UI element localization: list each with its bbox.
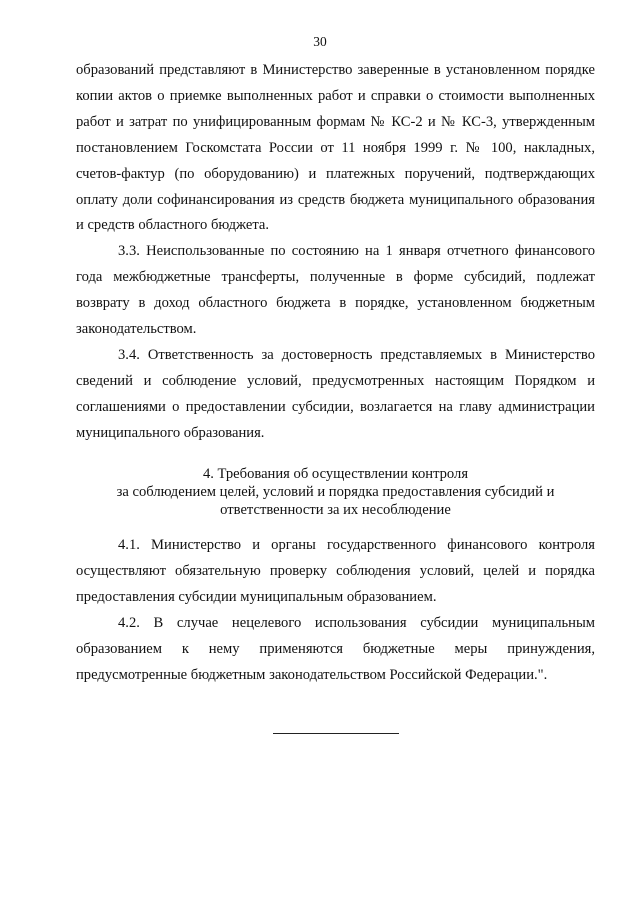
body-text-bottom [76,533,595,688]
section-heading-line: ответственности за их несоблюдение [220,502,451,519]
paragraph-3-3: 3.3. Неиспользованные по состоянию на 1 января отчетного финансового года межбюджетные трансферты, полученные в форме субсидий, подлежат возврату в доход областного бюджета в порядке, установленном бюджетным законодательством. [76,243,595,338]
page-number: 30 [313,34,327,49]
paragraph-3-4: 3.4. Ответственность за достоверность представляемых в Министерство сведений и соблюдение условий, предусмотренных настоящим Порядком и соглашениями о предоставлении субсидии, возлагается на главу администрации муниципального образования. [76,346,595,441]
paragraph-4-2: 4.2. В случае нецелевого использования субсидии муниципальным образованием к нему применяются бюджетные меры принуждения, предусмотренные бюджетным законодательством Российской Федерации.". [76,614,595,683]
end-rule-divider [273,733,399,734]
section-heading-line: за соблюдением целей, условий и порядка предоставления субсидий и [116,484,555,501]
section-heading-line: 4. Требования об осуществлении контроля [202,466,469,482]
paragraph-continuation: образований представляют в Министерство заверенные в установленном порядке копии актов о приемке выполненных работ и справки о стоимости выполненных работ и затрат по унифицированным формам № КС-2 и № КС-3, утвержденным постановлением Госкомстата России от 11 ноября 1999 г. № 100, накладных, счетов-фактур (по оборудованию) и платежных поручений, подтверждающих оплату доли софинансирования из средств бюджета муниципального образования и средств областного бюджета. [76,62,595,234]
body-text-top [76,58,595,447]
section-heading [76,465,595,520]
paragraph-4-1: 4.1. Министерство и органы государственного финансового контроля осуществляют обязательную проверку соблюдения условий, целей и порядка предоставления субсидии муниципальным образованием. [76,537,595,605]
